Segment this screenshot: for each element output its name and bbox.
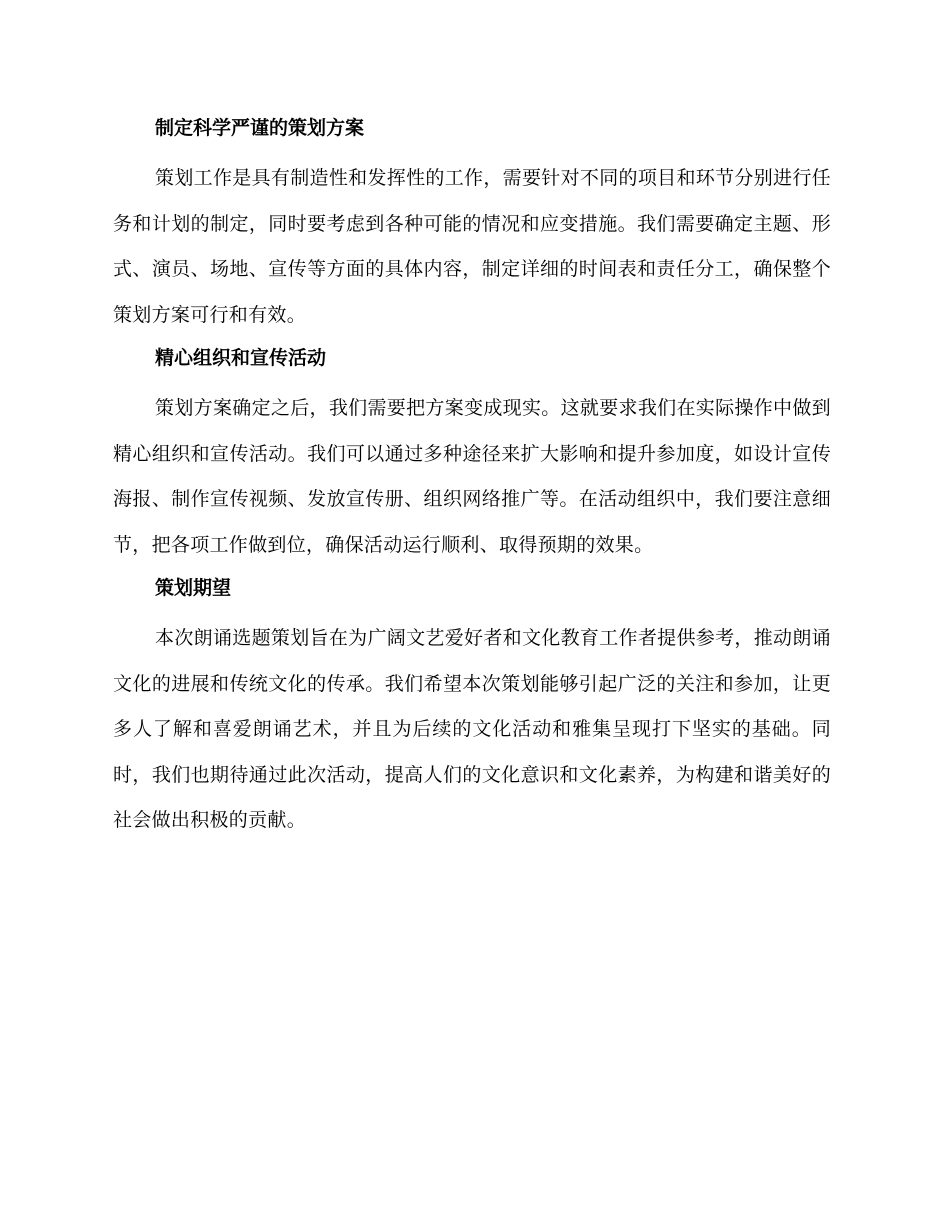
section-paragraph: 策划方案确定之后，我们需要把方案变成现实。这就要求我们在实际操作中做到精心组织和宣传活动。我们可以通过多种途径来扩大影响和提升参加度，如设计宣传海报、制作宣传视频、发放宣传册、组织网络推广等。在活动组织中，我们要注意细节，把各项工作做到位，确保活动运行顺利、取得预期的效果。	[113, 397, 831, 556]
section-plan	[113, 112, 831, 338]
document-page	[113, 112, 831, 848]
section-paragraph: 本次朗诵选题策划旨在为广阔文艺爱好者和文化教育工作者提供参考，推动朗诵文化的进展和传统文化的传承。我们希望本次策划能够引起广泛的关注和参加，让更多人了解和喜爱朗诵艺术，并且为后续的文化活动和雅集呈现打下坚实的基础。同时，我们也期待通过此次活动，提高人们的文化意识和文化素养，为构建和谐美好的社会做出积极的贡献。	[113, 627, 831, 831]
section-heading: 制定科学严谨的策划方案	[155, 117, 365, 139]
section-expectation	[113, 572, 831, 844]
section-organize	[113, 342, 831, 568]
section-paragraph: 策划工作是具有制造性和发挥性的工作，需要针对不同的项目和环节分别进行任务和计划的制定，同时要考虑到各种可能的情况和应变措施。我们需要确定主题、形式、演员、场地、宣传等方面的具体内容，制定详细的时间表和责任分工，确保整个策划方案可行和有效。	[113, 167, 831, 326]
section-heading: 策划期望	[155, 577, 232, 599]
section-heading: 精心组织和宣传活动	[155, 347, 327, 369]
